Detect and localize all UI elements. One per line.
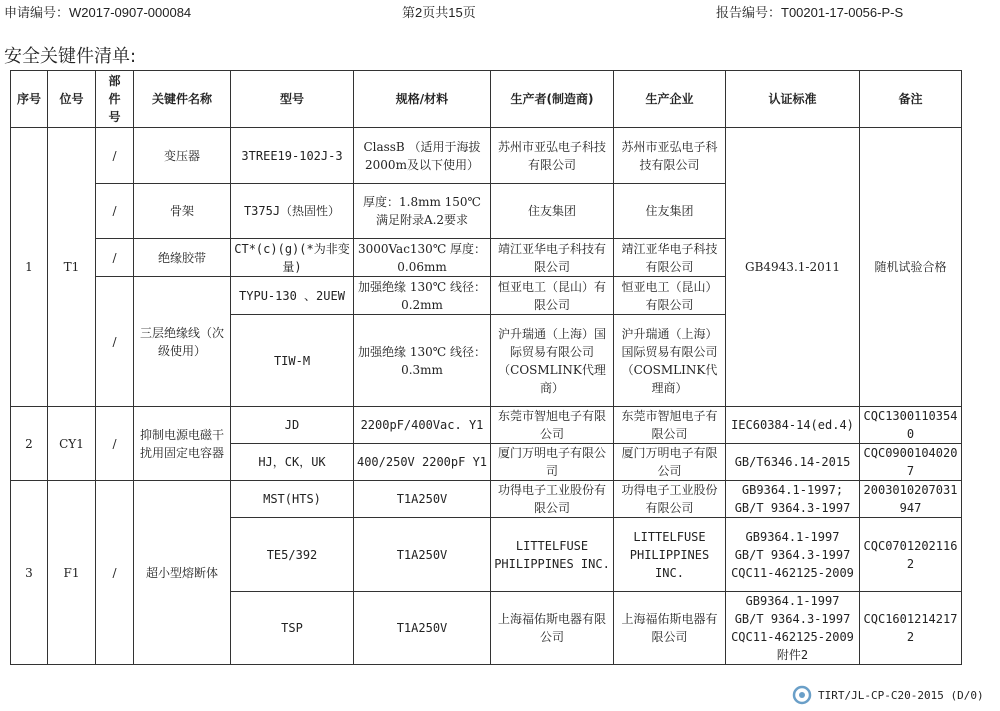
cell-model: MST(HTS) bbox=[231, 481, 354, 518]
cell-component-name: 骨架 bbox=[134, 184, 231, 239]
cell-manufacturer: LITTELFUSE PHILIPPINES INC. bbox=[491, 518, 614, 592]
cell-spec: ClassB （适用于海拔2000m及以下使用） bbox=[354, 128, 491, 184]
col-header-component-name: 关键件名称 bbox=[134, 71, 231, 128]
cell-seq: 1 bbox=[11, 128, 48, 407]
cell-component-name: 超小型熔断体 bbox=[134, 481, 231, 665]
col-header-spec: 规格/材料 bbox=[354, 71, 491, 128]
cell-spec: T1A250V bbox=[354, 518, 491, 592]
cell-model: TIW-M bbox=[231, 315, 354, 407]
key-components-table bbox=[10, 70, 962, 665]
col-header-factory: 生产企业 bbox=[614, 71, 726, 128]
table-row bbox=[11, 128, 962, 184]
cell-component-name: 变压器 bbox=[134, 128, 231, 184]
cell-spec: 厚度：1.8mm 150℃ 满足附录A.2要求 bbox=[354, 184, 491, 239]
cell-component-name: 绝缘胶带 bbox=[134, 239, 231, 277]
cell-model: CT*(c)(g)(*为非变量) bbox=[231, 239, 354, 277]
cell-factory: 功得电子工业股份有限公司 bbox=[614, 481, 726, 518]
cell-model: TSP bbox=[231, 592, 354, 665]
cell-factory: 厦门万明电子有限公司 bbox=[614, 444, 726, 481]
cell-standard: GB9364.1-1997 GB/T 9364.3-1997 CQC11-462125-2009附件2 bbox=[726, 592, 860, 665]
col-header-model: 型号 bbox=[231, 71, 354, 128]
cell-standard: GB/T6346.14-2015 bbox=[726, 444, 860, 481]
cell-remark: CQC07012021162 bbox=[860, 518, 962, 592]
col-header-manufacturer: 生产者(制造商) bbox=[491, 71, 614, 128]
cell-component-name: 抑制电源电磁干扰用固定电容器 bbox=[134, 407, 231, 481]
cell-part-no: / bbox=[96, 407, 134, 481]
cell-manufacturer: 上海福佑斯电器有限公司 bbox=[491, 592, 614, 665]
cell-factory: 东莞市智旭电子有限公司 bbox=[614, 407, 726, 444]
cell-factory: 恒亚电工（昆山）有限公司 bbox=[614, 277, 726, 315]
cell-manufacturer: 住友集团 bbox=[491, 184, 614, 239]
cell-spec: 加强绝缘 130℃ 线径：0.2mm bbox=[354, 277, 491, 315]
cell-factory: 靖江亚华电子科技有限公司 bbox=[614, 239, 726, 277]
cell-manufacturer: 厦门万明电子有限公司 bbox=[491, 444, 614, 481]
cell-model: T375J（热固性） bbox=[231, 184, 354, 239]
cell-factory: 沪升瑞通（上海）国际贸易有限公司（COSMLINK代理商） bbox=[614, 315, 726, 407]
col-header-seq: 序号 bbox=[11, 71, 48, 128]
cell-position: CY1 bbox=[48, 407, 96, 481]
cell-model: JD bbox=[231, 407, 354, 444]
cell-part-no: / bbox=[96, 128, 134, 184]
report-number: 报告编号：T00201-17-0056-P-S bbox=[716, 5, 904, 20]
cell-standard: GB9364.1-1997 GB/T 9364.3-1997 CQC11-462125-2009 bbox=[726, 518, 860, 592]
cell-factory: 苏州市亚弘电子科技有限公司 bbox=[614, 128, 726, 184]
col-header-part-no: 部件号 bbox=[96, 71, 134, 128]
cell-part-no: / bbox=[96, 481, 134, 665]
cell-factory: 上海福佑斯电器有限公司 bbox=[614, 592, 726, 665]
cell-part-no: / bbox=[96, 239, 134, 277]
cell-remark: CQC09001040207 bbox=[860, 444, 962, 481]
cell-standard: IEC60384-14(ed.4) bbox=[726, 407, 860, 444]
cell-remark: CQC16012142172 bbox=[860, 592, 962, 665]
cell-factory: 住友集团 bbox=[614, 184, 726, 239]
cell-remark: 随机试验合格 bbox=[860, 128, 962, 407]
cell-spec: 2200pF/400Vac. Y1 bbox=[354, 407, 491, 444]
application-number: 申请编号：W2017-0907-000084 bbox=[4, 5, 192, 20]
cell-manufacturer: 靖江亚华电子科技有限公司 bbox=[491, 239, 614, 277]
cell-spec: T1A250V bbox=[354, 481, 491, 518]
table-header-row bbox=[11, 71, 962, 128]
cell-remark: CQC13001103540 bbox=[860, 407, 962, 444]
company-logo-icon bbox=[792, 685, 812, 705]
page-number: 第2页共15页 bbox=[402, 5, 476, 20]
cell-model: TE5/392 bbox=[231, 518, 354, 592]
cell-manufacturer: 沪升瑞通（上海）国际贸易有限公司（COSMLINK代理商） bbox=[491, 315, 614, 407]
cell-seq: 3 bbox=[11, 481, 48, 665]
cell-model: HJ，CK，UK bbox=[231, 444, 354, 481]
form-code: TIRT/JL-CP-C20-2015 (D/0) bbox=[818, 689, 984, 702]
cell-model: 3TREE19-102J-3 bbox=[231, 128, 354, 184]
cell-standard: GB9364.1-1997; GB/T 9364.3-1997 bbox=[726, 481, 860, 518]
cell-manufacturer: 功得电子工业股份有限公司 bbox=[491, 481, 614, 518]
cell-model: TYPU-130 、2UEW bbox=[231, 277, 354, 315]
col-header-position: 位号 bbox=[48, 71, 96, 128]
cell-component-name: 三层绝缘线（次级使用） bbox=[134, 277, 231, 407]
cell-part-no: / bbox=[96, 184, 134, 239]
cell-spec: 3000Vac130℃ 厚度：0.06mm bbox=[354, 239, 491, 277]
col-header-remark: 备注 bbox=[860, 71, 962, 128]
cell-position: T1 bbox=[48, 128, 96, 407]
cell-seq: 2 bbox=[11, 407, 48, 481]
cell-remark: 2003010207031947 bbox=[860, 481, 962, 518]
cell-spec: 加强绝缘 130℃ 线径：0.3mm bbox=[354, 315, 491, 407]
cell-factory: LITTELFUSE PHILIPPINES INC. bbox=[614, 518, 726, 592]
cell-standard: GB4943.1-2011 bbox=[726, 128, 860, 407]
cell-manufacturer: 恒亚电工（昆山）有限公司 bbox=[491, 277, 614, 315]
table-row bbox=[11, 481, 962, 518]
cell-spec: T1A250V bbox=[354, 592, 491, 665]
page-title: 安全关键件清单: bbox=[4, 46, 137, 67]
cell-spec: 400/250V 2200pF Y1 bbox=[354, 444, 491, 481]
cell-position: F1 bbox=[48, 481, 96, 665]
cell-part-no: / bbox=[96, 277, 134, 407]
cell-manufacturer: 东莞市智旭电子有限公司 bbox=[491, 407, 614, 444]
table-row bbox=[11, 407, 962, 444]
col-header-standard: 认证标准 bbox=[726, 71, 860, 128]
cell-manufacturer: 苏州市亚弘电子科技有限公司 bbox=[491, 128, 614, 184]
